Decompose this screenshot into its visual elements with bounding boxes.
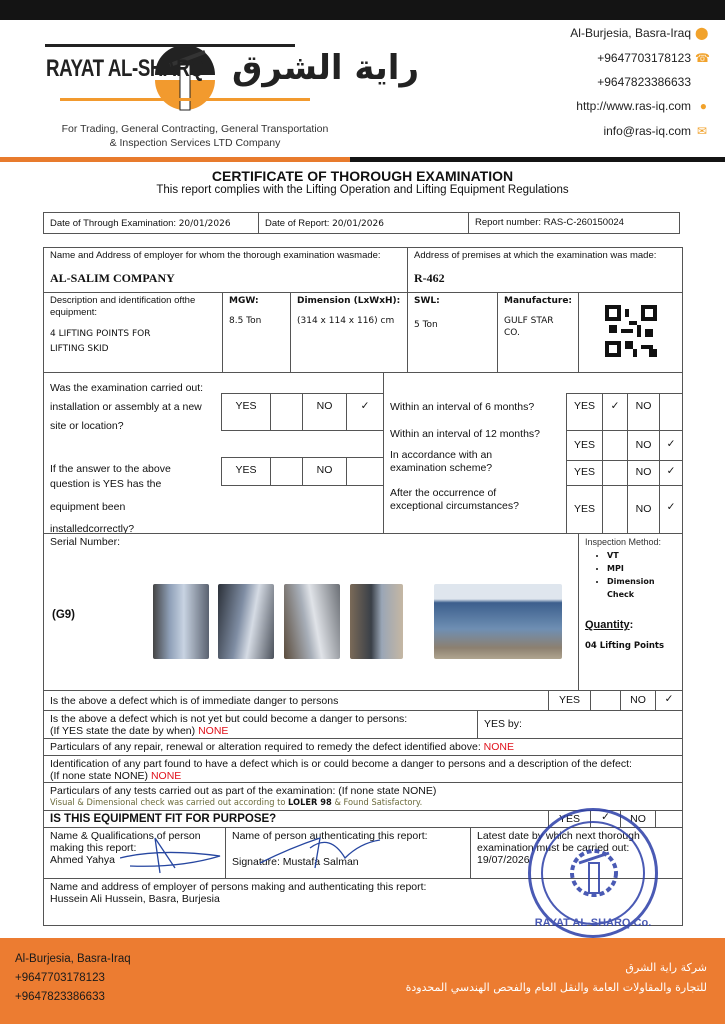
future-danger-question: Is the above a defect which is not yet but could become a danger to persons: bbox=[50, 713, 408, 725]
future-danger-value: NONE bbox=[198, 725, 229, 737]
r2-yes-box[interactable] bbox=[602, 430, 628, 461]
report-date-cell bbox=[258, 212, 469, 234]
phone-text: +9647823386633 bbox=[597, 75, 691, 89]
swl-cell bbox=[407, 292, 498, 373]
label: Name and Address of employer for whom the thorough examination wasmade: bbox=[50, 250, 381, 261]
label: Dimension (LxWxH): bbox=[297, 296, 401, 306]
globe-icon: ● bbox=[699, 99, 707, 113]
dimension-value: (314 x 114 x 116) cm bbox=[297, 316, 395, 326]
inspection-method-label: Inspection Method: bbox=[585, 537, 662, 547]
fit-no-box[interactable] bbox=[655, 810, 683, 828]
contact-phone-2 bbox=[431, 75, 691, 89]
fit-yes-checkbox[interactable]: ✓ bbox=[590, 810, 621, 828]
r3-yes-label: YES bbox=[566, 460, 603, 486]
report-date-value: 20/01/2026 bbox=[332, 219, 384, 229]
footer-phone-1: +9647703178123 bbox=[15, 972, 105, 984]
contact-phone-1 bbox=[447, 51, 710, 65]
page-subtitle: This report complies with the Lifting Operation and Lifting Equipment Regulations bbox=[156, 184, 569, 196]
mgw-cell bbox=[222, 292, 291, 373]
label: Manufacture: bbox=[504, 296, 573, 306]
r4-no-label: NO bbox=[627, 485, 660, 534]
r1-no-label: NO bbox=[627, 393, 660, 431]
q2-yes-label: YES bbox=[221, 457, 271, 486]
next-exam-date: 19/07/2026 bbox=[477, 854, 530, 866]
interval-6-months: Within an interval of 6 months? bbox=[390, 401, 535, 413]
description-cell bbox=[43, 292, 223, 373]
authenticator-value: Signature: Mustafa Salman bbox=[232, 856, 359, 868]
exam-intro: Was the examination carried out: bbox=[50, 382, 204, 394]
manufacture-cell bbox=[497, 292, 579, 373]
divider-black bbox=[350, 157, 725, 162]
manufacture-value: GULF STAR CO. bbox=[504, 316, 554, 338]
immediate-yes-box[interactable] bbox=[590, 690, 621, 711]
label: MGW: bbox=[229, 296, 259, 306]
lifting-point-photo-4 bbox=[350, 584, 403, 659]
r4-yes-label: YES bbox=[566, 485, 603, 534]
dimension-cell bbox=[290, 292, 408, 373]
tests-row bbox=[43, 782, 683, 811]
fit-yes-label: YES bbox=[548, 810, 591, 828]
phone-text: +9647703178123 bbox=[597, 51, 691, 65]
r3-no-label: NO bbox=[627, 460, 660, 486]
exam-question-2b: equipment been installedcorrectly? bbox=[50, 501, 135, 535]
q1-no-checkbox[interactable]: ✓ bbox=[346, 393, 384, 431]
identification-hint: (If none state NONE) bbox=[50, 770, 149, 782]
description-value: 4 LIFTING POINTS FOR bbox=[50, 329, 151, 339]
r2-no-checkbox[interactable]: ✓ bbox=[659, 430, 683, 461]
authenticator-label: Name of person authenticating this report: bbox=[232, 830, 428, 842]
maker-label: Name & Qualifications of person making this report: bbox=[50, 830, 201, 854]
serial-value: (G9) bbox=[52, 609, 75, 621]
q1-yes-label: YES bbox=[221, 393, 271, 431]
qr-code-icon[interactable] bbox=[605, 305, 657, 357]
tests-value: Visual & Dimensional check was carried out according to bbox=[50, 798, 286, 808]
label: Address of premises at which the examination was made: bbox=[414, 250, 657, 261]
footer-arabic bbox=[406, 958, 707, 998]
tests-standard: LOLER 98 bbox=[288, 798, 332, 808]
quantity-value: 04 Lifting Points bbox=[585, 641, 665, 651]
future-danger-cell bbox=[43, 710, 478, 739]
fit-no-label: NO bbox=[620, 810, 656, 828]
r1-yes-label: YES bbox=[566, 393, 603, 431]
contact-email[interactable] bbox=[447, 124, 707, 138]
exceptional-circumstances: After the occurrence of exceptional circumstances? bbox=[390, 487, 519, 512]
top-bar bbox=[0, 0, 725, 20]
stamp-text: RAYAT AL-SHARQ Co. bbox=[534, 917, 652, 929]
maker-value: Ahmed Yahya bbox=[50, 854, 115, 866]
qr-cell bbox=[578, 292, 683, 373]
company-stamp bbox=[528, 808, 658, 938]
q1-yes-box[interactable] bbox=[270, 393, 303, 431]
footer-address: Al-Burjesia, Basra-Iraq bbox=[15, 953, 131, 965]
premises-value: R-462 bbox=[414, 271, 445, 285]
q2-no-box[interactable] bbox=[346, 457, 384, 486]
future-danger-hint: (If YES state the date by when) bbox=[50, 725, 196, 737]
employer-persons-label: Name and address of employer of persons making and authenticating this report: bbox=[50, 881, 427, 893]
r2-no-label: NO bbox=[627, 430, 660, 461]
identification-value: NONE bbox=[150, 770, 182, 782]
tests-result: & Found Satisfactory. bbox=[334, 798, 423, 808]
q1-no-label: NO bbox=[302, 393, 347, 431]
next-exam-label: Latest date by which next thorough examination must be carried out: bbox=[477, 830, 640, 854]
r4-no-checkbox[interactable]: ✓ bbox=[659, 485, 683, 534]
lifting-point-photo-1 bbox=[153, 584, 209, 659]
label: Report number: bbox=[475, 217, 542, 228]
location-pin-icon: ⬤ bbox=[695, 26, 709, 40]
identification-row bbox=[43, 755, 683, 783]
swl-value: 5 Ton bbox=[414, 320, 438, 330]
method-item: • VT bbox=[607, 549, 676, 562]
interval-12-months: Within an interval of 12 months? bbox=[390, 428, 540, 440]
r4-yes-box[interactable] bbox=[602, 485, 628, 534]
divider-orange bbox=[0, 157, 350, 162]
r3-no-checkbox[interactable]: ✓ bbox=[659, 460, 683, 486]
immediate-no-label: NO bbox=[620, 690, 656, 711]
exam-date-value: 20/01/2026 bbox=[178, 219, 231, 229]
fit-for-purpose-question: IS THIS EQUIPMENT FIT FOR PURPOSE? bbox=[43, 810, 549, 828]
stamp-gear-icon bbox=[569, 843, 619, 903]
immediate-no-checkbox[interactable]: ✓ bbox=[655, 690, 683, 711]
contact-website[interactable] bbox=[447, 99, 707, 113]
lifting-point-photo-2 bbox=[218, 584, 274, 659]
footer-ar-description: للتجارة والمقاولات العامة والنقل العام والفحص الهندسي المحدودة bbox=[405, 981, 707, 994]
page-title: CERTIFICATE OF THOROUGH EXAMINATION bbox=[211, 168, 514, 184]
mgw-value: 8.5 Ton bbox=[229, 316, 262, 326]
report-number-value: RAS-C-260150024 bbox=[543, 217, 624, 228]
repair-question: Particulars of any repair, renewal or alteration required to remedy the defect identified above: bbox=[50, 741, 481, 753]
r3-yes-box[interactable] bbox=[602, 460, 628, 486]
signatures bbox=[120, 828, 430, 878]
contact-address bbox=[447, 26, 707, 40]
label: Date of Through Examination: bbox=[50, 218, 177, 229]
logo-line bbox=[60, 98, 310, 101]
label: SWL: bbox=[414, 296, 440, 306]
identification-question: Identification of any part found to have a defect which is or could become a danger to persons and a description of the defect: bbox=[50, 758, 632, 770]
immediate-danger-question: Is the above a defect which is of immediate danger to persons bbox=[43, 690, 549, 711]
footer-contact bbox=[15, 950, 131, 1007]
r2-yes-label: YES bbox=[566, 430, 603, 461]
email-link[interactable]: info@ras-iq.com bbox=[603, 124, 691, 138]
q2-no-label: NO bbox=[302, 457, 347, 486]
lifting-skid-photo bbox=[434, 584, 562, 659]
exam-question-2: If the answer to the above question is YES has the bbox=[50, 463, 171, 490]
yes-by-field[interactable]: YES by: bbox=[477, 710, 683, 739]
label: Date of Report: bbox=[265, 218, 330, 229]
immediate-yes-label: YES bbox=[548, 690, 591, 711]
phone-icon: ☎ bbox=[695, 51, 710, 65]
serial-label: Serial Number: bbox=[50, 536, 121, 548]
lifting-point-photo-3 bbox=[284, 584, 340, 659]
footer-ar-company: شركة راية الشرق bbox=[625, 961, 707, 974]
exam-date-cell bbox=[43, 212, 259, 234]
exam-scheme: In accordance with an examination scheme? bbox=[390, 449, 493, 474]
premises-cell bbox=[407, 247, 683, 293]
tagline-2: & Inspection Services LTD Company bbox=[109, 137, 281, 149]
inspection-cell: Inspection Method: • VT • MPI • Dimension Check Quantity: 04 Lifting Points bbox=[578, 533, 683, 691]
tests-question: Particulars of any tests carried out as part of the examination: (If none state NONE) bbox=[50, 785, 437, 797]
label: Description and identification ofthe equipment: bbox=[50, 295, 196, 318]
r1-yes-checkbox[interactable]: ✓ bbox=[602, 393, 628, 431]
website-link[interactable]: http://www.ras-iq.com bbox=[576, 99, 691, 113]
inspection-method-list bbox=[607, 549, 676, 601]
employer-cell bbox=[43, 247, 408, 293]
repair-row bbox=[43, 738, 683, 756]
employer-value: AL-SALIM COMPANY bbox=[50, 271, 175, 285]
employer-persons-value: Hussein Ali Hussein, Basra, Burjesia bbox=[50, 893, 220, 905]
q2-yes-box[interactable] bbox=[270, 457, 303, 486]
method-item: • MPI bbox=[607, 562, 676, 575]
method-item: • Dimension Check bbox=[607, 575, 676, 601]
logo-text-en: RAYAT AL-SHARQ bbox=[46, 55, 204, 82]
description-value: LIFTING SKID bbox=[50, 344, 109, 354]
r1-no-box[interactable] bbox=[659, 393, 683, 431]
exam-question-1: installation or assembly at a new site or location? bbox=[50, 401, 202, 432]
quantity-label: Quantity bbox=[585, 619, 630, 631]
logo-line bbox=[45, 44, 295, 47]
footer-phone-2: +9647823386633 bbox=[15, 991, 105, 1003]
report-number-cell bbox=[468, 212, 680, 234]
tagline bbox=[40, 122, 350, 150]
mail-icon: ✉ bbox=[696, 124, 707, 138]
logo-text-ar: راية الشرق bbox=[232, 48, 420, 88]
address-text: Al-Burjesia, Basra-Iraq bbox=[570, 26, 691, 40]
tagline-1: For Trading, General Contracting, General Transportation bbox=[61, 123, 329, 135]
repair-value: NONE bbox=[483, 741, 515, 753]
